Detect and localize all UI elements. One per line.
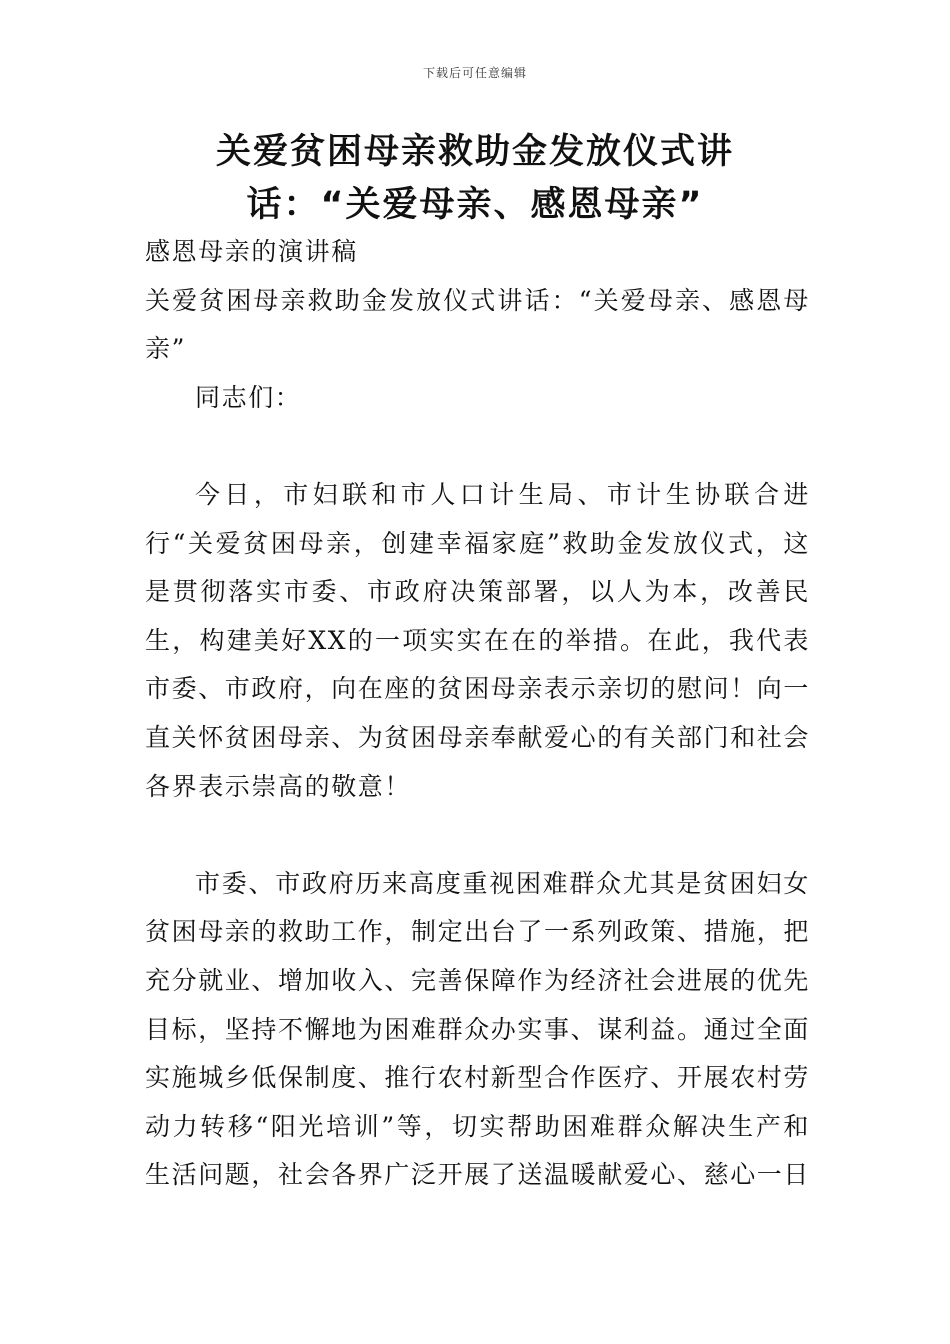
paragraph-2: 市委、市政府历来高度重视困难群众尤其是贫困妇女贫困母亲的救助工作，制定出台了一系列政策、措施，把充分就业、增加收入、完善保障作为经济社会进展的优先目标，坚持不懈地为困难群众办实事、谋利益。通过全面实施城乡低保制度、推行农村新型合作医疗、开展农村劳动力转移“阳光培训”等，切实帮助困难群众解决生产和生活问题，社会各界广泛开展了送温暖献爱心、慈心一日 [145,868,811,1190]
document-title: 关爱贫困母亲救助金发放仪式讲话：“关爱母亲、感恩母亲” [215,132,734,225]
paragraph-1: 今日，市妇联和市人口计生局、市计生协联合进行“关爱贫困母亲，创建幸福家庭”救助金发放仪式，这是贯彻落实市委、市政府决策部署，以人为本，改善民生，构建美好XX的一项实实在在的举措。在此，我代表市委、市政府，向在座的贫困母亲表示亲切的慰问！向一直关怀贫困母亲、为贫困母亲奉献爱心的有关部门和社会各界表示崇高的敬意！ [145,479,811,801]
subtitle-line: 关爱贫困母亲救助金发放仪式讲话：“关爱母亲、感恩母亲” [145,285,810,364]
paragraph-spacer [145,422,810,471]
salutation: 同志们： [195,382,302,412]
document-body [145,228,810,1200]
category-line: 感恩母亲的演讲稿 [145,237,358,266]
header-note: 下载后可任意编辑 [422,66,527,80]
paragraph-spacer [145,811,810,860]
